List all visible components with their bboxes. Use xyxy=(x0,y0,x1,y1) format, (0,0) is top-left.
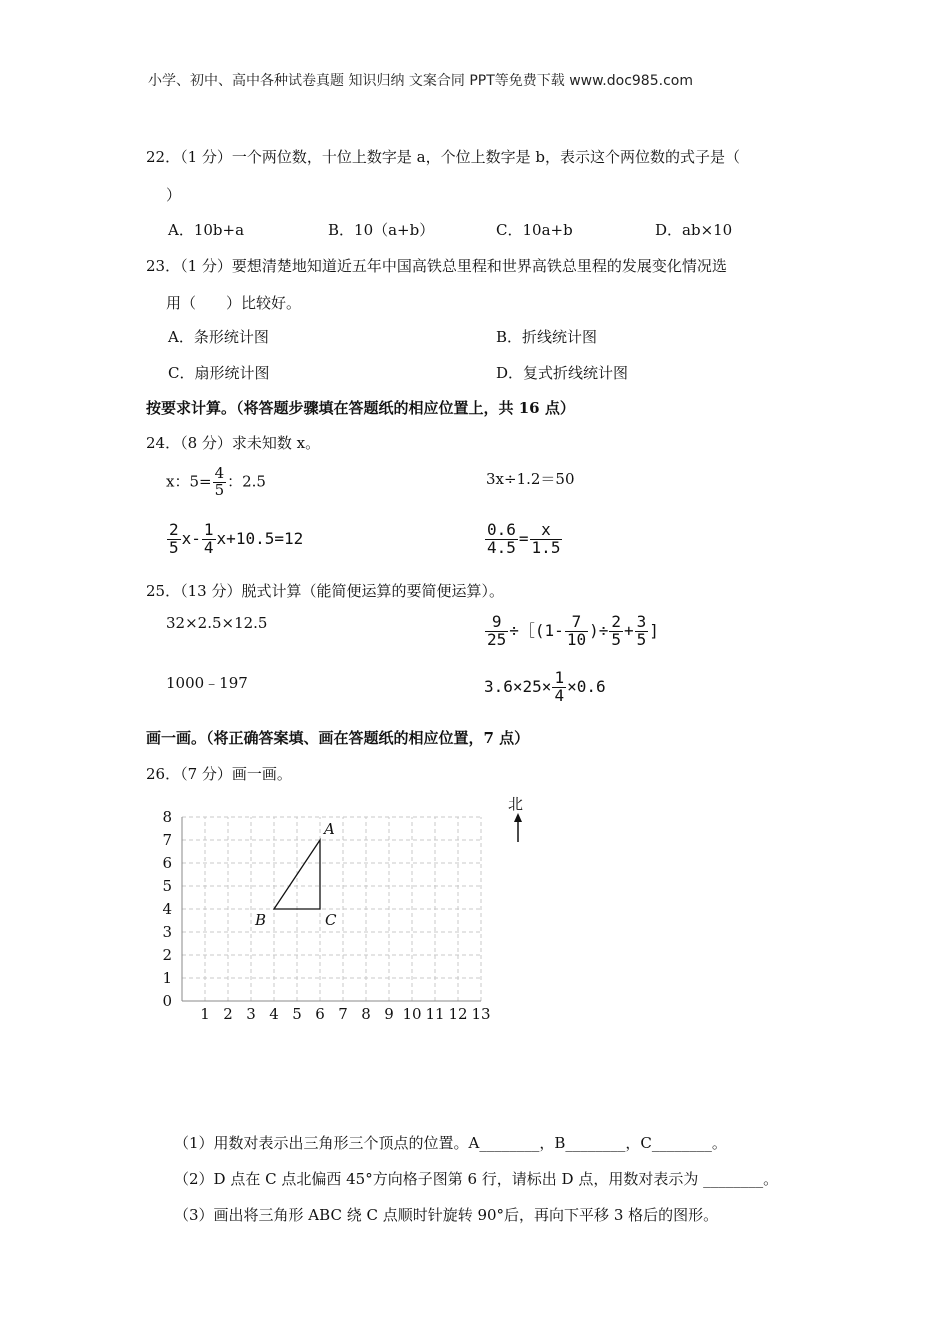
q23-option-b: B．折线统计图 xyxy=(496,328,598,346)
x-axis-ticks xyxy=(200,1005,490,1023)
q25-stem: 25．（13 分）脱式计算（能简便运算的要简便运算）。 xyxy=(146,582,504,600)
y-axis-ticks xyxy=(162,808,172,1010)
q24-eq1-left: x：5= xyxy=(166,472,212,491)
q25-expr3-part-d: ] xyxy=(649,620,659,640)
q23-stem-cont: 用（ ）比较好。 xyxy=(166,294,302,312)
q24-eq3-right: x+10.5=12 xyxy=(216,528,304,548)
q24-eq4-fraction-2: $\frac{x}{1.5}$ xyxy=(531,520,561,557)
q24-eq4 xyxy=(484,522,563,557)
q24-eq4-fraction-1: $\frac{0.6}{4.5}$ xyxy=(487,520,516,557)
x-tick-label: 1 xyxy=(200,1005,210,1023)
y-tick-label: 5 xyxy=(162,877,172,895)
q25-expr3-fraction-2: $\frac{7}{10}$ xyxy=(566,612,587,649)
q24-eq3-fraction-2: $\frac{1}{4}$ xyxy=(203,520,214,557)
q25-expr3 xyxy=(484,614,659,649)
q24-eq4-equals: = xyxy=(518,528,529,548)
vertex-label-a: A xyxy=(324,820,335,838)
triangle-abc xyxy=(254,820,337,929)
q24-stem: 24．（8 分）求未知数 x。 xyxy=(146,434,321,452)
y-tick-label: 7 xyxy=(162,831,172,849)
page-header: 小学、初中、高中各种试卷真题 知识归纳 文案合同 PPT等免费下载 www.doc985.com xyxy=(148,73,693,89)
x-tick-label: 5 xyxy=(292,1005,302,1023)
x-tick-label: 12 xyxy=(448,1005,468,1023)
q25-expr3-part-a: ÷［(1- xyxy=(509,620,564,640)
q25-expr4 xyxy=(484,670,606,705)
q25-expr2: 1000﹣197 xyxy=(166,674,248,692)
q24-eq1-fraction: $\frac{4}{5}$ xyxy=(214,464,225,499)
y-tick-label: 2 xyxy=(162,946,172,964)
x-tick-label: 6 xyxy=(315,1005,325,1023)
q25-expr3-fraction-3: $\frac{2}{5}$ xyxy=(611,612,621,649)
section-calc-heading: 按要求计算。（将答题步骤填在答题纸的相应位置上，共 16 点） xyxy=(146,399,575,417)
x-tick-label: 11 xyxy=(425,1005,445,1023)
x-tick-label: 2 xyxy=(223,1005,233,1023)
q25-expr3-part-b: )÷ xyxy=(589,620,609,640)
north-arrow-icon xyxy=(510,812,526,844)
q26-sub3: （3）画出将三角形 ABC 绕 C 点顺时针旋转 90°后，再向下平移 3 格后的图形。 xyxy=(174,1206,719,1224)
q26-sub1: （1）用数对表示出三角形三个顶点的位置。A________，B________，C________。 xyxy=(174,1134,727,1152)
q22-option-b: B．10（a+b） xyxy=(328,221,435,239)
q23-option-a: A．条形统计图 xyxy=(168,328,269,346)
q24-eq1-right: ：2.5 xyxy=(227,472,266,491)
y-tick-label: 4 xyxy=(162,900,172,918)
vertex-label-b: B xyxy=(254,911,266,929)
x-tick-label: 4 xyxy=(269,1005,279,1023)
q22-option-a: A．10b+a xyxy=(168,221,245,239)
q25-expr3-fraction-1: $\frac{9}{25}$ xyxy=(487,612,507,649)
x-tick-label: 9 xyxy=(384,1005,394,1023)
x-tick-label: 8 xyxy=(361,1005,371,1023)
q24-eq1 xyxy=(166,466,266,499)
y-tick-label: 0 xyxy=(162,992,172,1010)
grid-lines xyxy=(182,817,481,1001)
y-tick-label: 8 xyxy=(162,808,172,826)
coordinate-grid xyxy=(150,790,550,1030)
x-tick-label: 7 xyxy=(338,1005,348,1023)
y-tick-label: 1 xyxy=(162,969,172,987)
q24-eq3 xyxy=(166,522,303,557)
x-tick-label: 13 xyxy=(471,1005,491,1023)
q24-eq3-fraction-1: $\frac{2}{5}$ xyxy=(169,520,179,557)
section-draw-heading: 画一画。（将正确答案填、画在答题纸的相应位置，7 点） xyxy=(146,729,530,747)
q24-eq3-mid: x- xyxy=(181,528,201,548)
q25-expr3-fraction-4: $\frac{3}{5}$ xyxy=(636,612,647,649)
q25-expr4-part-a: 3.6×25× xyxy=(484,676,552,696)
q22-stem-end: ） xyxy=(166,186,182,204)
q23-stem: 23．（1 分）要想清楚地知道近五年中国高铁总里程和世界高铁总里程的发展变化情况选 xyxy=(146,257,727,275)
q26-stem: 26．（7 分）画一画。 xyxy=(146,765,292,783)
y-tick-label: 6 xyxy=(162,854,172,872)
q25-expr1: 32×2.5×12.5 xyxy=(166,614,268,632)
vertex-label-c: C xyxy=(325,911,337,929)
q25-expr4-fraction: $\frac{1}{4}$ xyxy=(554,668,565,705)
x-tick-label: 10 xyxy=(402,1005,422,1023)
q26-sub2: （2）D 点在 C 点北偏西 45°方向格子图第 6 行，请标出 D 点，用数对表示为 ________。 xyxy=(174,1170,779,1188)
q22-option-c: C．10a+b xyxy=(496,221,573,239)
q25-expr4-part-b: ×0.6 xyxy=(567,676,606,696)
q23-option-c: C．扇形统计图 xyxy=(168,364,270,382)
north-label: 北 xyxy=(508,795,524,813)
q23-option-d: D．复式折线统计图 xyxy=(496,364,629,382)
y-tick-label: 3 xyxy=(162,923,172,941)
q25-expr3-part-c: + xyxy=(623,620,634,640)
q24-eq2: 3x÷1.2＝50 xyxy=(486,470,575,488)
q22-option-d: D．ab×10 xyxy=(655,221,733,239)
x-tick-label: 3 xyxy=(246,1005,256,1023)
q22-stem: 22．（1 分）一个两位数，十位上数字是 a，个位上数字是 b，表示这个两位数的式子是（ xyxy=(146,148,740,166)
